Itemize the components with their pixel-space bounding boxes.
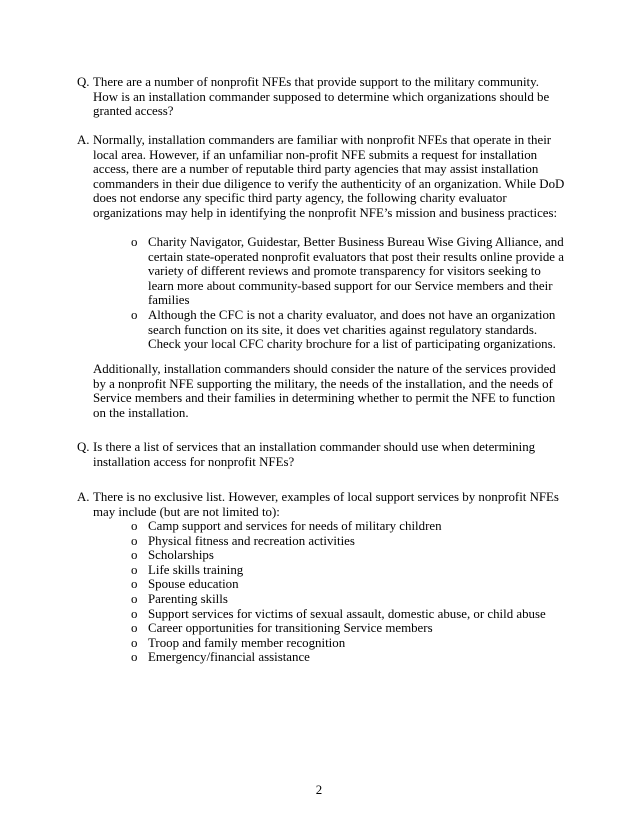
answer-1-marker: A. xyxy=(77,133,90,147)
list-item-text: Camp support and services for needs of military children xyxy=(148,519,442,533)
question-2-text: Is there a list of services that an installation commander should use when determining installation access for nonprofit NFEs? xyxy=(93,440,536,469)
list-item xyxy=(131,592,546,607)
question-1-text: There are a number of nonprofit NFEs that provide support to the military community. How is an installation commander supposed to determine which organizations should be granted access? xyxy=(93,75,550,119)
question-1-marker: Q. xyxy=(77,75,90,89)
list-item xyxy=(131,563,546,578)
list-item xyxy=(131,548,546,563)
bullet-marker: o xyxy=(131,308,138,322)
list-item xyxy=(131,534,546,549)
list-item-text: Physical fitness and recreation activities xyxy=(148,533,355,548)
bullet-marker: o xyxy=(131,621,138,636)
list-item-text: Support services for victims of sexual assault, domestic abuse, or child abuse xyxy=(148,606,546,621)
question-2 xyxy=(77,440,565,469)
bullet-marker: o xyxy=(131,591,138,606)
answer-1-bullet-1 xyxy=(131,235,565,308)
list-item-text: Troop and family member recognition xyxy=(148,635,346,650)
bullet-marker: o xyxy=(131,635,138,650)
question-2-marker: Q. xyxy=(77,440,90,454)
bullet-marker: o xyxy=(131,577,138,592)
list-item xyxy=(131,636,546,651)
bullet-marker: o xyxy=(131,235,138,249)
list-item xyxy=(131,650,546,665)
list-item-text: Parenting skills xyxy=(148,591,228,606)
answer-2-marker: A. xyxy=(77,490,90,504)
bullet-text: Charity Navigator, Guidestar, Better Business Bureau Wise Giving Alliance, and certain state-operated nonprofit evaluators that post their results online provide a variety of different reviews and promote transparency for visitors seeking to learn more about community-based support for our Service members and their families xyxy=(148,235,564,308)
list-item xyxy=(131,621,546,636)
list-item-text: Scholarships xyxy=(148,548,214,563)
list-item-text: Life skills training xyxy=(148,562,244,577)
answer-2-text: There is no exclusive list. However, examples of local support services by nonprofit NFEs may include (but are not limited to): xyxy=(93,490,559,519)
question-1 xyxy=(77,75,565,119)
bullet-marker: o xyxy=(131,650,138,665)
answer-1-bullet-2 xyxy=(131,308,565,352)
answer-1-additional: Additionally, installation commanders should consider the nature of the services provided by a nonprofit NFE supporting the military, the needs of the installation, and the needs of Service members and their families in determining whether to permit the NFE to function on the installation. xyxy=(93,362,556,420)
bullet-marker: o xyxy=(131,562,138,577)
list-item xyxy=(131,577,546,592)
list-item-text: Career opportunities for transitioning Service members xyxy=(148,621,433,636)
answer-1-text: Normally, installation commanders are familiar with nonprofit NFEs that operate in their local area. However, if an unfamiliar non-profit NFE submits a request for installation access, there are a number of reputable third party agencies that may assist installation commanders in their due diligence to verify the authenticity of an organization. While DoD does not endorse any specific third party agency, the following charity evaluator organizations may help in identifying the nonprofit NFE’s mission and business practices: xyxy=(93,133,565,220)
bullet-marker: o xyxy=(131,548,138,563)
bullet-marker: o xyxy=(131,606,138,621)
list-item xyxy=(131,519,546,534)
list-item-text: Emergency/financial assistance xyxy=(148,650,310,665)
list-item xyxy=(131,607,546,622)
bullet-marker: o xyxy=(131,533,138,548)
list-item-text: Spouse education xyxy=(148,577,239,592)
bullet-text: Although the CFC is not a charity evaluator, and does not have an organization search function on its site, it does vet charities against regulatory standards. Check your local CFC charity brochure for a list of participating organizations. xyxy=(148,308,556,352)
support-services-list xyxy=(131,519,546,665)
page-number: 2 xyxy=(315,783,323,797)
answer-1 xyxy=(77,133,565,221)
answer-2 xyxy=(77,490,565,519)
bullet-marker: o xyxy=(131,519,138,533)
